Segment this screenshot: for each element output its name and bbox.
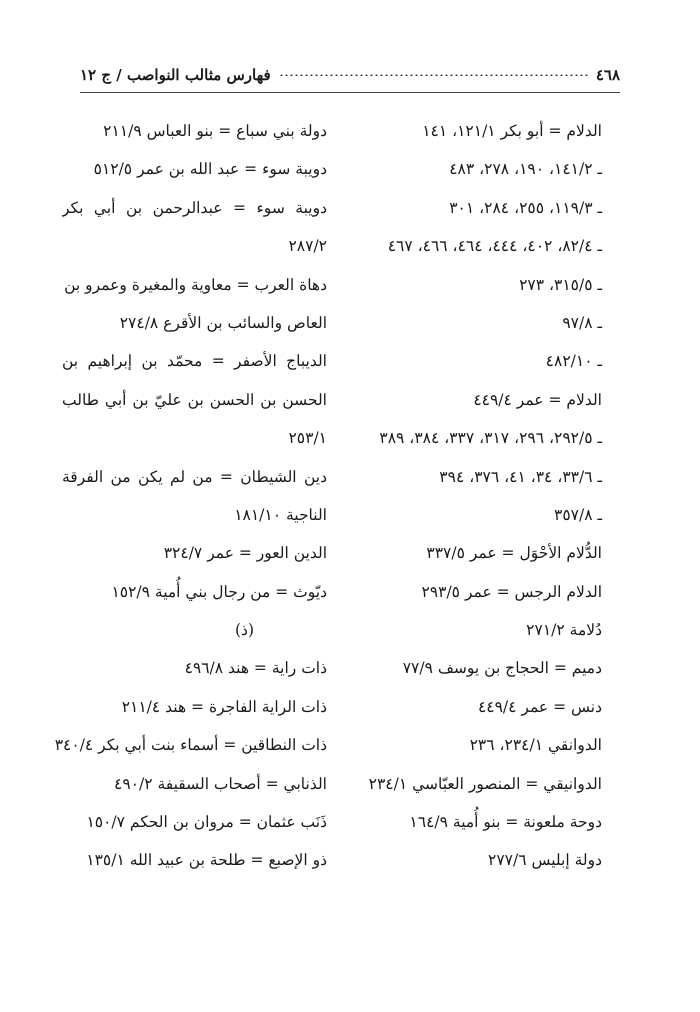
index-entry: دوحة ملعونة = بنو أُمية ١٦٤/٩ xyxy=(409,813,602,832)
index-entry: ـ ٨٢/٤، ٤٠٢، ٤٤٤، ٤٦٤، ٤٦٦، ٤٦٧ xyxy=(387,237,602,256)
index-entry: ـ ٣٥٧/٨ xyxy=(554,505,602,524)
index-entry-continuation: ٢٥٣/١ xyxy=(288,429,327,448)
index-entry: الذنابي = أصحاب السقيفة ٤٩٠/٢ xyxy=(114,774,327,793)
page-number: ٤٦٨ xyxy=(595,66,620,84)
index-column-left xyxy=(54,112,327,880)
index-entry-continuation: ٢٨٧/٢ xyxy=(288,237,327,256)
index-entry: ديّوث = من رجال بني أُمية ١٥٢/٩ xyxy=(111,582,327,601)
index-entry: ـ ١١٩/٣، ٢٥٥، ٢٨٤، ٣٠١ xyxy=(449,198,602,217)
index-entry: ـ ٢٩٢/٥، ٢٩٦، ٣١٧، ٣٣٧، ٣٨٤، ٣٨٩ xyxy=(379,429,602,448)
index-entry: دنس = عمر ٤٤٩/٤ xyxy=(477,697,602,716)
index-entry: دولة بني سباع = بنو العباس ٢١١/٩ xyxy=(103,122,327,140)
index-entry: الدلام الرجس = عمر ٢٩٣/٥ xyxy=(421,582,602,601)
index-entry: ذو الإصبع = طلحة بن عبيد الله ١٣٥/١ xyxy=(86,851,327,870)
index-entry: ـ ١٤١/٢، ١٩٠، ٢٧٨، ٤٨٣ xyxy=(449,160,602,179)
index-entry: الدوانقي ٢٣٤/١، ٢٣٦ xyxy=(469,736,602,755)
index-entry: دُلامة ٢٧١/٢ xyxy=(526,621,602,640)
index-entry: الدلام = عمر ٤٤٩/٤ xyxy=(473,390,602,409)
index-entry: الدلام = أبو بكر ١٢١/١، ١٤١ xyxy=(422,122,602,140)
index-entry: ـ ٤٨٢/١٠ xyxy=(545,352,602,371)
index-entry: دين الشيطان = من لم يكن من الفرقة xyxy=(62,467,327,486)
index-entry: ـ ٩٧/٨ xyxy=(562,313,602,332)
index-entry: دويبة سوء = عبدالرحمن بن أبي بكر xyxy=(62,198,327,217)
index-entry: ـ ٣٣/٦، ٣٤، ٤١، ٣٧٦، ٣٩٤ xyxy=(439,467,602,486)
page-header xyxy=(80,60,620,90)
index-entry: ذَنَب عثمان = مروان بن الحكم ١٥٠/٧ xyxy=(86,813,327,832)
index-entry: الدوانيقي = المنصور العبّاسي ٢٣٤/١ xyxy=(368,774,602,793)
index-entry: دولة إبليس ٢٧٧/٦ xyxy=(488,851,602,870)
index-entry-continuation: الحسن بن الحسن بن عليّ بن أبي طالب xyxy=(62,390,327,409)
section-letter-heading: (ذ) xyxy=(235,621,254,640)
index-entry: ذات النطاقين = أسماء بنت أبي بكر ٣٤٠/٤ xyxy=(54,736,327,755)
index-entry: الدُّلام الأحْوَل = عمر ٣٣٧/٥ xyxy=(426,544,602,563)
index-entry: الديباج الأصفر = محمّد بن إبراهيم بن xyxy=(62,352,327,371)
index-entry: دويبة سوء = عبد الله بن عمر ٥١٢/٥ xyxy=(93,160,327,179)
index-entry: الدين العور = عمر ٣٢٤/٧ xyxy=(163,544,327,563)
index-column-right xyxy=(337,112,602,880)
index-entry-continuation: الناجية ١٨١/١٠ xyxy=(234,505,327,524)
index-entry: ذات الراية الفاجرة = هند ٢١١/٤ xyxy=(121,697,327,716)
index-entry: ذات راية = هند ٤٩٦/٨ xyxy=(184,659,327,678)
index-entry: دهاة العرب = معاوية والمغيرة وعمرو بن xyxy=(64,275,327,294)
header-rule xyxy=(80,92,620,93)
running-title: فهارس مثالب النواصب / ج ١٢ xyxy=(80,66,271,84)
index-entry-continuation: العاص والسائب بن الأقرع ٢٧٤/٨ xyxy=(119,313,327,332)
dotted-leader xyxy=(279,74,588,76)
index-entry: ـ ٣١٥/٥، ٢٧٣ xyxy=(519,275,602,294)
index-entry: دميم = الحجاج بن يوسف ٧٧/٩ xyxy=(402,659,602,678)
